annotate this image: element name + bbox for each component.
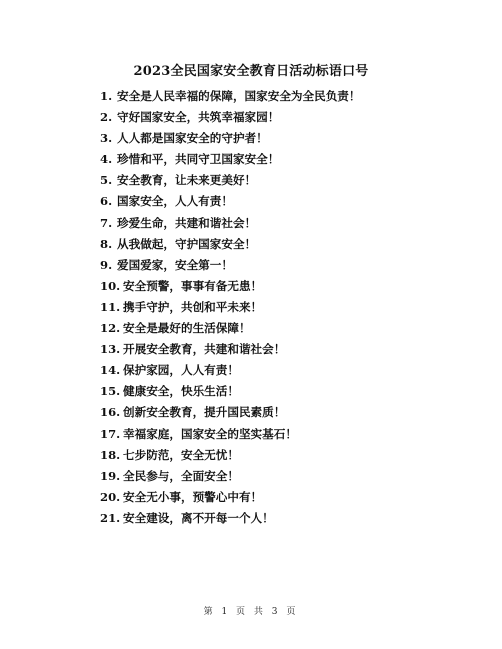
list-item [100,149,360,170]
list-item [100,255,360,276]
item-number: 18. [100,447,121,462]
item-number: 17. [100,426,121,441]
page-footer: 第 1 页 共 3 页 [203,607,299,617]
item-number: 14. [100,363,121,378]
item-number: 15. [100,384,121,399]
item-number: 10. [100,278,121,293]
list-item [100,402,360,423]
item-number: 12. [100,321,121,336]
item-text: 安全建设，离不开每一个人！ [123,510,274,525]
item-number: 7. [100,215,113,230]
item-number: 2. [100,110,113,125]
item-text: 安全无小事，预警心中有！ [123,489,263,504]
item-text: 全民参与，全面安全！ [123,468,239,483]
item-number: 9. [100,257,113,272]
list-item [100,128,360,149]
list-item [100,424,360,445]
item-text: 七步防范，安全无忧！ [123,447,239,462]
list-item [100,381,360,402]
item-number: 13. [100,342,121,357]
list-item [100,318,360,339]
item-text: 珍惜和平，共同守卫国家安全！ [117,152,280,167]
item-text: 人人都是国家安全的守护者！ [117,131,268,146]
list-item [100,191,360,212]
list-item [100,508,360,529]
item-number: 6. [100,194,113,209]
list-item [100,360,360,381]
item-text: 健康安全，快乐生活！ [123,384,239,399]
item-text: 创新安全教育，提升国民素质！ [123,405,286,420]
item-number: 16. [100,405,121,420]
list-item [100,170,360,191]
list-item [100,276,360,297]
item-text: 爱国爱家，安全第一！ [117,257,233,272]
item-number: 4. [100,152,113,167]
item-text: 安全预警，事事有备无患！ [123,278,263,293]
list-item [100,297,360,318]
item-text: 守好国家安全，共筑幸福家园！ [117,110,280,125]
list-item [100,466,360,487]
item-text: 幸福家庭，国家安全的坚实基石！ [123,426,297,441]
item-number: 3. [100,131,113,146]
item-number: 19. [100,468,121,483]
item-number: 8. [100,236,113,251]
list-item [100,234,360,255]
item-text: 珍爱生命，共建和谐社会！ [117,215,257,230]
item-number: 20. [100,489,121,504]
list-item [100,86,360,107]
item-text: 保护家园，人人有责！ [123,363,239,378]
document-title: 2023全民国家安全教育日活动标语口号 [133,64,369,79]
item-number: 1. [100,89,113,103]
item-text: 安全教育，让未来更美好！ [117,173,257,188]
item-text: 从我做起，守护国家安全！ [117,236,257,251]
list-item [100,339,360,360]
item-text: 国家安全，人人有责！ [117,194,233,209]
item-number: 11. [100,299,121,314]
item-text: 安全是人民幸福的保障，国家安全为全民负责！ [117,89,361,103]
item-text: 开展安全教育，共建和谐社会！ [123,342,286,357]
item-text: 安全是最好的生活保障！ [123,321,251,336]
list-item [100,107,360,128]
item-number: 21. [100,510,121,525]
item-text: 携手守护，共创和平未来！ [123,299,263,314]
item-number: 5. [100,173,113,188]
list-item [100,487,360,508]
list-item [100,213,360,234]
list-item [100,445,360,466]
slogan-list [100,86,360,529]
